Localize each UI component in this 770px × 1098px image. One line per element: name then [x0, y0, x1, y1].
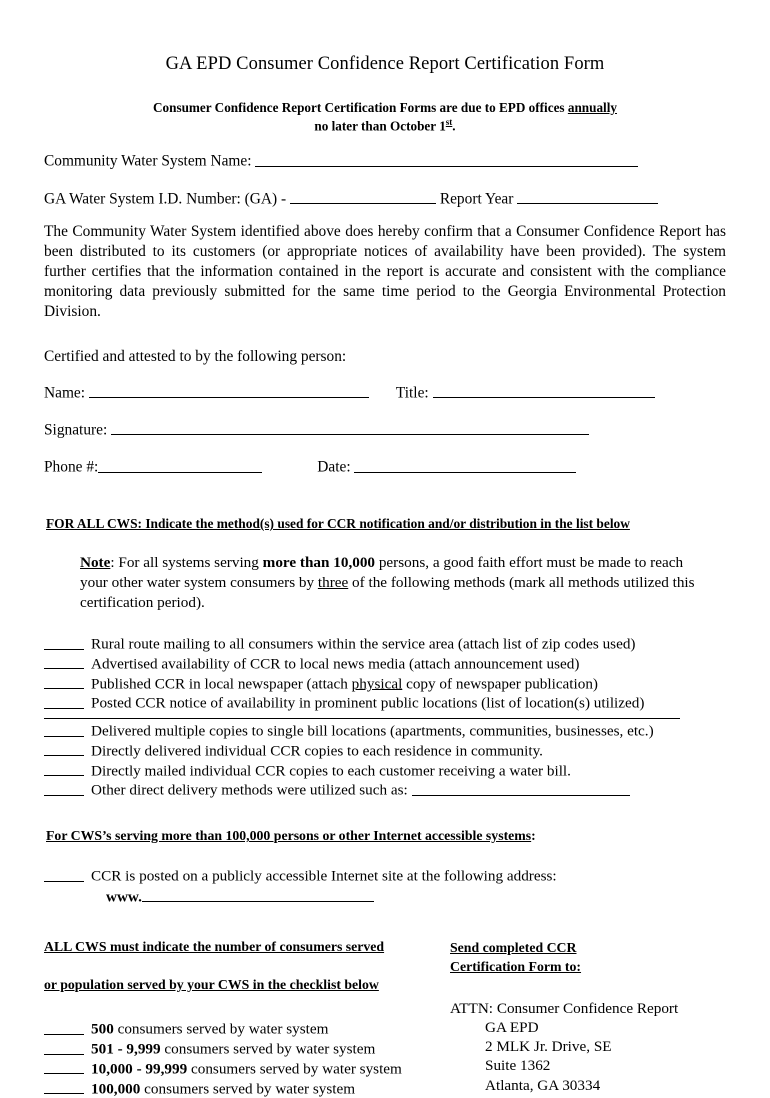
- consumer-count-row: [44, 1019, 444, 1039]
- method-check-blank[interactable]: [44, 780, 84, 795]
- internet-heading-text: For CWS’s serving more than 100,000 persons or other Internet accessible systems: [46, 828, 532, 844]
- method-check-blank[interactable]: [44, 654, 84, 669]
- consumers-heading-line1: ALL CWS must indicate the number of consumers served: [44, 939, 385, 955]
- address-line-suite: Suite 1362: [485, 1057, 551, 1075]
- consumer-check-blank[interactable]: [44, 1039, 84, 1054]
- consumer-count-label: consumers served by water system: [160, 1040, 376, 1058]
- page-title: GA EPD Consumer Confidence Report Certification Form: [165, 54, 605, 74]
- address-line-city: Atlanta, GA 30334: [485, 1076, 601, 1094]
- consumer-check-blank[interactable]: [44, 1079, 84, 1094]
- ga-id-label: GA Water System I.D. Number: (GA) -: [44, 190, 290, 208]
- methods-section-heading: FOR ALL CWS: Indicate the method(s) used for CCR notification and/or distribution in the list below: [46, 516, 630, 532]
- method-check-blank[interactable]: [44, 721, 84, 736]
- method-check-blank[interactable]: [44, 674, 84, 689]
- method-checkbox-row: [44, 780, 726, 800]
- method-label: Directly mailed individual CCR copies to each customer receiving a water bill.: [91, 762, 571, 780]
- internet-checklist: [44, 866, 726, 906]
- method-check-blank[interactable]: [44, 634, 84, 649]
- website-input[interactable]: [142, 887, 374, 902]
- note-part2: persons, a good faith effort must be made to reach your other water system consumers by: [80, 554, 684, 591]
- ga-id-input[interactable]: [290, 189, 436, 205]
- method-check-blank[interactable]: [44, 761, 84, 776]
- ga-id-row: [44, 189, 726, 209]
- phone-input[interactable]: [98, 457, 262, 473]
- consumer-count-label: consumers served by water system: [187, 1060, 402, 1078]
- note-three: three: [317, 573, 349, 591]
- send-to-heading: [450, 939, 750, 976]
- cws-name-input[interactable]: [255, 151, 638, 167]
- method-checkbox-row: [44, 721, 726, 741]
- method-label-post: copy of newspaper publication): [402, 675, 598, 693]
- website-row: [106, 887, 726, 906]
- method-label: Other direct delivery methods were utilized such as:: [91, 781, 412, 799]
- other-method-input[interactable]: [412, 780, 630, 795]
- ordinal-suffix: st: [445, 116, 453, 127]
- method-label: Posted CCR notice of availability in prominent public locations (list of location(s) utilized): [91, 694, 645, 712]
- method-check-blank[interactable]: [44, 693, 84, 708]
- consumer-count-label: consumers served by water system: [140, 1080, 356, 1098]
- title-input[interactable]: [433, 383, 655, 399]
- send-to-heading-line1: Send completed CCR: [450, 940, 577, 956]
- send-to-heading-line2: Certification Form to:: [450, 958, 582, 974]
- method-checkbox-row: [44, 654, 726, 674]
- method-checkbox-row: [44, 761, 726, 781]
- consumer-count-value: 100,000: [91, 1080, 141, 1098]
- method-checkbox-row: [44, 674, 726, 694]
- report-year-input[interactable]: [517, 189, 658, 205]
- due-date-line2: no later than October 1: [314, 117, 446, 133]
- method-label-pre: Published CCR in local newspaper (attach: [91, 675, 352, 693]
- internet-checkbox-row: [44, 866, 726, 886]
- consumer-count-value: 500: [91, 1020, 114, 1038]
- consumers-checklist: [44, 1019, 444, 1098]
- note-label: Note: [80, 554, 111, 572]
- www-prefix: www.: [106, 888, 142, 906]
- method-label: Directly delivered individual CCR copies to each residence in community.: [91, 742, 543, 760]
- consumer-count-row: [44, 1079, 444, 1098]
- consumer-count-row: [44, 1059, 444, 1079]
- cws-name-row: [44, 151, 726, 171]
- consumer-check-blank[interactable]: [44, 1059, 84, 1074]
- note-part1: : For all systems serving: [110, 554, 263, 572]
- signature-row: [44, 420, 726, 440]
- internet-label: CCR is posted on a publicly accessible Internet site at the following address:: [91, 867, 557, 885]
- consumer-count-value: 10,000 - 99,999: [91, 1060, 188, 1078]
- consumers-column: [44, 939, 444, 1098]
- due-date-period: .: [452, 117, 456, 133]
- title-label: Title:: [395, 384, 433, 402]
- address-line-agency: GA EPD: [485, 1018, 539, 1036]
- consumer-check-blank[interactable]: [44, 1019, 84, 1034]
- certification-paragraph: The Community Water System identified above does hereby confirm that a Consumer Confidence Report has been distributed to its customers (or appropriate notices of availability have been provided). The system further certifies that the information contained in the report is accurate and consistent with the compliance monitoring data previously submitted for the same time period to the Georgia Environmental Protection Division.: [44, 222, 726, 320]
- method-checkbox-row: [44, 634, 726, 654]
- methods-group-one: [44, 634, 726, 713]
- due-date-text: Consumer Confidence Report Certification Forms are due to EPD offices: [153, 100, 568, 115]
- note-part3: of the following methods (mark all methods utilized this certification period).: [80, 573, 695, 611]
- name-input[interactable]: [89, 383, 369, 399]
- cws-name-label: Community Water System Name:: [44, 153, 256, 171]
- method-checkbox-row: [44, 693, 726, 713]
- address-line-attn: ATTN: Consumer Confidence Report: [450, 999, 679, 1017]
- due-date-annually: annually: [567, 100, 617, 115]
- internet-check-blank[interactable]: [44, 866, 84, 881]
- signature-label: Signature:: [44, 421, 112, 439]
- method-label: Advertised availability of CCR to local news media (attach announcement used): [91, 655, 580, 673]
- method-check-blank[interactable]: [44, 741, 84, 756]
- name-label: Name:: [44, 384, 89, 402]
- send-to-column: [450, 939, 750, 1095]
- due-date-notice: [44, 100, 726, 134]
- methods-group-two: [44, 721, 726, 800]
- signature-block: [44, 383, 726, 477]
- method-checkbox-row: [44, 741, 726, 761]
- date-label: Date:: [317, 458, 355, 476]
- phone-label: Phone #:: [44, 458, 99, 476]
- consumer-count-row: [44, 1039, 444, 1059]
- internet-section-heading: [46, 828, 726, 844]
- note-threshold: more than 10,000: [262, 554, 376, 572]
- methods-note: [80, 553, 714, 612]
- name-title-row: [44, 383, 726, 403]
- method-label-emphasis: physical: [351, 675, 403, 693]
- attested-label: Certified and attested to by the following person:: [44, 347, 347, 365]
- date-input[interactable]: [354, 457, 576, 473]
- mailing-address: [450, 999, 750, 1095]
- signature-input[interactable]: [111, 420, 589, 436]
- form-page: [0, 54, 770, 1098]
- methods-divider: [44, 718, 680, 719]
- method-label: Delivered multiple copies to single bill locations (apartments, communities, businesses, etc.): [91, 722, 654, 740]
- consumer-count-value: 501 - 9,999: [91, 1040, 161, 1058]
- method-label: Rural route mailing to all consumers within the service area (attach list of zip codes used): [91, 635, 636, 653]
- bottom-section: [44, 939, 726, 1098]
- address-line-street: 2 MLK Jr. Drive, SE: [485, 1038, 612, 1056]
- report-year-label: Report Year: [439, 190, 518, 208]
- internet-heading-colon: :: [531, 828, 536, 844]
- phone-date-row: [44, 457, 726, 477]
- consumers-heading-line2: or population served by your CWS in the checklist below: [44, 976, 379, 992]
- consumer-count-label: consumers served by water system: [113, 1020, 329, 1038]
